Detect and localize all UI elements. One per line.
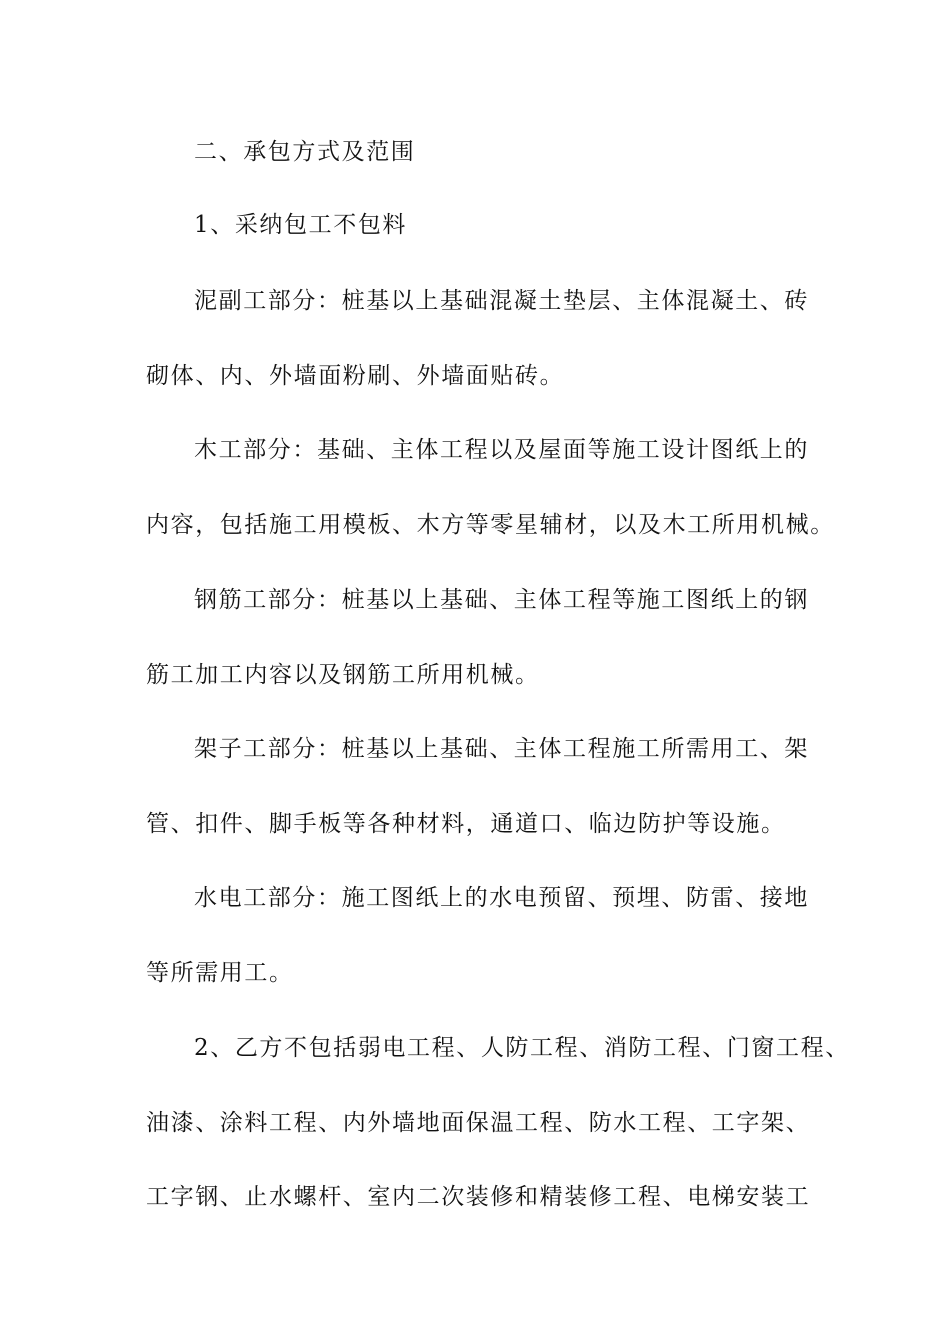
paragraph-line: 架子工部分：桩基以上基础、主体工程施工所需用工、架 <box>194 736 809 762</box>
section-heading: 二、承包方式及范围 <box>194 139 416 165</box>
paragraph-line: 管、扣件、脚手板等各种材料，通道口、临边防护等设施。 <box>146 811 786 837</box>
paragraph-line: 砌体、内、外墙面粉刷、外墙面贴砖。 <box>146 363 565 389</box>
paragraph-line: 钢筋工部分：桩基以上基础、主体工程等施工图纸上的钢 <box>194 587 809 613</box>
paragraph-line: 水电工部分：施工图纸上的水电预留、预埋、防雷、接地 <box>194 885 809 911</box>
clause-1-heading: 1、采纳包工不包料 <box>194 212 408 238</box>
paragraph-line: 木工部分：基础、主体工程以及屋面等施工设计图纸上的 <box>194 437 809 463</box>
paragraph-line: 泥副工部分：桩基以上基础混凝土垫层、主体混凝土、砖 <box>194 288 809 314</box>
paragraph-line: 内容，包括施工用模板、木方等零星辅材，以及木工所用机械。 <box>146 512 835 538</box>
clause-2-line: 2、乙方不包括弱电工程、人防工程、消防工程、门窗工程、 <box>194 1035 850 1061</box>
paragraph-line: 工字钢、止水螺杆、室内二次装修和精装修工程、电梯安装工 <box>146 1184 811 1210</box>
paragraph-line: 油漆、涂料工程、内外墙地面保温工程、防水工程、工字架、 <box>146 1110 811 1136</box>
paragraph-line: 等所需用工。 <box>146 960 294 986</box>
paragraph-line: 筋工加工内容以及钢筋工所用机械。 <box>146 662 540 688</box>
